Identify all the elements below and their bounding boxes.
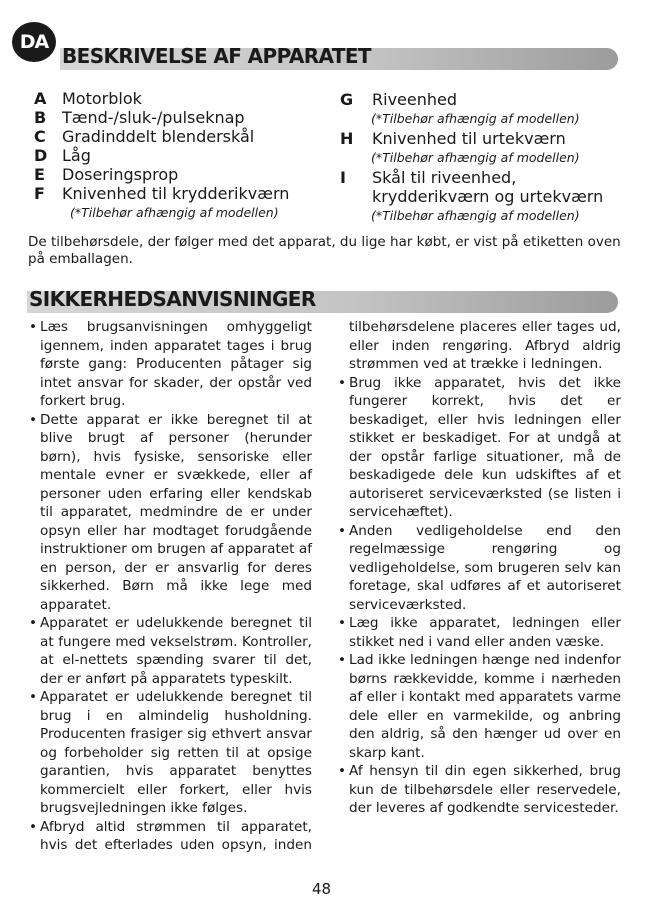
safety-item: • Læs brugsanvisningen omhyggeligt igennem, inden apparatet tages i brug første gang: Producenten påtager sig intet ansvar for skader, der opstår ved forkert brug. bbox=[29, 318, 312, 411]
part-letter: D bbox=[34, 146, 48, 165]
parts-list-right bbox=[340, 90, 603, 226]
safety-item: • Apparatet er udelukkende beregnet til brug i en almindelig husholdning. Producenten frasiger sig ethvert ansvar og forbeholder sig retten til at opsige garantien, hvis apparatet benyttes kommercielt eller forkert, eller hvis brugsvejledningen ikke følges. bbox=[29, 688, 312, 818]
part-letter: I bbox=[340, 168, 346, 187]
section-title-description: BESKRIVELSE AF APPARATET bbox=[62, 44, 371, 68]
part-label: Motorblok bbox=[62, 89, 142, 108]
part-note: (*Tilbehør afhængig af modellen) bbox=[70, 205, 279, 220]
part-letter: C bbox=[34, 127, 46, 146]
part-i-line2 bbox=[340, 187, 603, 206]
page-number: 48 bbox=[312, 880, 332, 898]
part-e bbox=[34, 165, 289, 184]
language-badge: DA bbox=[12, 22, 56, 62]
part-label: Doseringsprop bbox=[62, 165, 179, 184]
parts-list-left bbox=[34, 89, 289, 223]
part-note: (*Tilbehør afhængig af modellen) bbox=[371, 111, 580, 126]
part-letter: B bbox=[34, 108, 47, 127]
accessories-note: De tilbehørsdele, der følger med det apparat, du lige har købt, er vist på etiketten oven på emballagen. bbox=[28, 234, 621, 267]
part-note: (*Tilbehør afhængig af modellen) bbox=[371, 150, 580, 165]
safety-item: • Apparatet er udelukkende beregnet til at fungere med vekselstrøm. Kontroller, at el-nettets spænding svarer til det, der er anført på apparatets typeskilt. bbox=[29, 614, 312, 688]
part-note: (*Tilbehør afhængig af modellen) bbox=[371, 208, 580, 223]
safety-item: • Brug ikke apparatet, hvis det ikke fungerer korrekt, hvis det er beskadiget, eller hvis ledningen eller stikket er beskadiget. For at undgå at der opstår farlige situationer, må de beskadigede dele kun udskiftes af et autoriseret serviceværksted (se listen i servicehæftet). bbox=[338, 374, 621, 522]
part-label: Gradinddelt blenderskål bbox=[62, 127, 255, 146]
part-g bbox=[340, 90, 603, 109]
part-a bbox=[34, 89, 289, 108]
part-label: Låg bbox=[62, 146, 91, 165]
part-label: Knivenhed til urtekværn bbox=[372, 129, 566, 148]
part-b bbox=[34, 108, 289, 127]
part-c bbox=[34, 127, 289, 146]
part-letter: H bbox=[340, 129, 354, 148]
part-letter-spacer bbox=[340, 187, 372, 206]
part-d bbox=[34, 146, 289, 165]
safety-item: • Anden vedligeholdelse end den regelmæssige rengøring og vedligeholdelse, som brugeren selv kan foretage, skal udføres af et autoriseret serviceværksted. bbox=[338, 522, 621, 615]
safety-item: • Lad ikke ledningen hænge ned indenfor børns rækkevidde, komme i nærheden af eller i kontakt med apparatets varme dele eller en varmekilde, og anbring den aldrig, så den hænger ud over en skarp kant. bbox=[338, 651, 621, 762]
part-f bbox=[34, 184, 289, 203]
part-i bbox=[340, 168, 603, 187]
part-letter: E bbox=[34, 165, 45, 184]
safety-column-left bbox=[29, 318, 312, 855]
part-label: Riveenhed bbox=[372, 90, 457, 109]
part-letter: A bbox=[34, 89, 47, 108]
safety-item: • Dette apparat er ikke beregnet til at blive brugt af personer (herunder børn), hvis fysiske, sensoriske eller mentale evner er svækkede, eller af personer uden erfaring eller kendskab til apparatet, medmindre de er under opsyn eller har modtaget forudgående instruktioner om brugen af apparatet af en person, der er ansvarlig for deres sikkerhed. Børn må ikke lege med apparatet. bbox=[29, 411, 312, 615]
part-label: krydderikværn og urtekværn bbox=[372, 187, 604, 206]
safety-item-continuation: tilbehørsdelene placeres eller tages ud, eller inden rengøring. Afbryd aldrig strømmen ved at trække i ledningen. bbox=[349, 319, 621, 372]
part-letter: F bbox=[34, 184, 45, 203]
part-letter: G bbox=[340, 90, 354, 109]
part-h bbox=[340, 129, 603, 148]
part-label: Knivenhed til krydderikværn bbox=[62, 184, 290, 203]
safety-item: • Afbryd altid strømmen til apparatet, hvis det efterlades uden opsyn, inden bbox=[29, 818, 312, 855]
part-label: Skål til riveenhed, bbox=[372, 168, 517, 187]
safety-column-right bbox=[338, 318, 621, 818]
safety-item: • Læg ikke apparatet, ledningen eller stikket ned i vand eller anden væske. bbox=[338, 614, 621, 651]
safety-item: • Af hensyn til din egen sikkerhed, brug kun de tilbehørsdele eller reservedele, der leveres af godkendte servicesteder. bbox=[338, 762, 621, 818]
section-title-safety: SIKKERHEDSANVISNINGER bbox=[29, 287, 316, 311]
part-label: Tænd-/sluk-/pulseknap bbox=[62, 108, 245, 127]
